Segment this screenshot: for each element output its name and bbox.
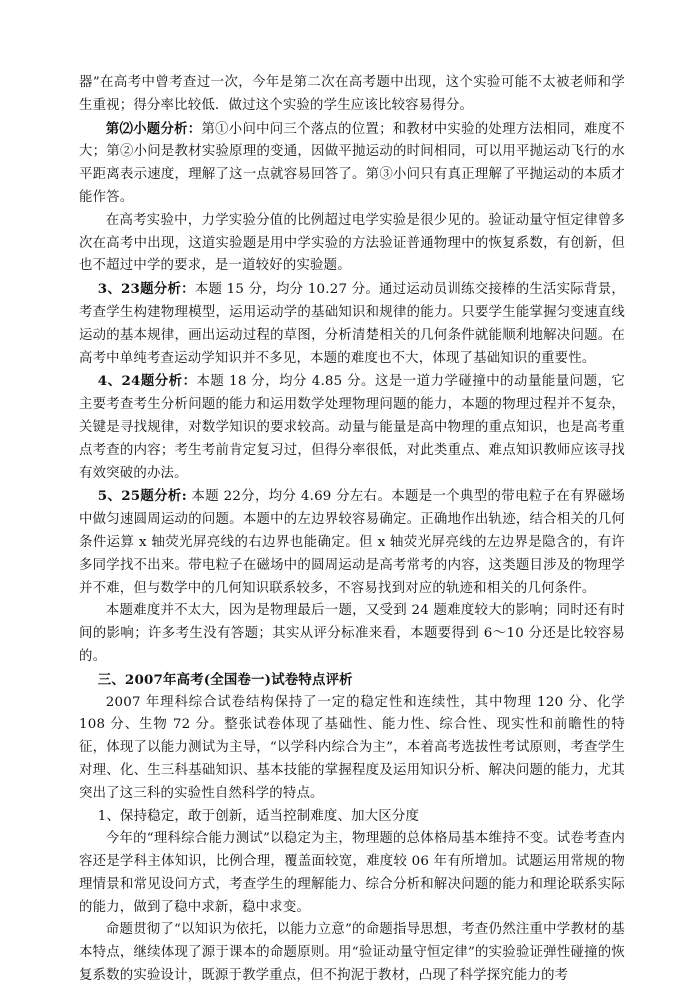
- paragraph-guiding-idea: 命题贯彻了“以知识为依托，以能力立意”的命题指导思想，考查仍然注重中学教材的基本特点，继续体现了源于课本的命题原则。用“验证动量守恒定律”的实验验证弹性碰撞的恢复系数的实验设计，既源于教学重点，但不拘泥于教材，凸现了科学探究能力的考: [79, 922, 625, 984]
- paragraph-experiment-summary: 在高考实验中，力学实验分值的比例超过电学实验是很少见的。验证动量守恒定律曾多次在高考中出现，这道实验题是用中学实验的方法验证普通物理中的恢复系数，有创新，但也不超过中学的要求，是一道较好的实验题。: [79, 212, 625, 274]
- paragraph-q25-difficulty: 本题难度并不太大，因为是物理最后一题，又受到 24 题难度较大的影响；同时还有时间的影响；许多考生没有答题；其实从评分标准来看，本题要得到 6～10 分还是比较容易的。: [79, 603, 625, 664]
- paragraph-stability: 今年的“理科综合能力测试”以稳定为主，物理题的总体格局基本维持不变。试卷考查内容还是学科主体知识，比例合理，覆盖面较宽，难度较 06 年有所增加。试题运用常规的物理情景和常见设问方式，考查学生的理解能力、综合分析和解决问题的能力和理论联系实际的能力，做到了稳中求新，稳中求变。: [79, 831, 625, 915]
- section-heading: 三、2007年高考(全国卷一)试卷特点评析: [97, 671, 353, 688]
- paragraph-q2-analysis: 第⑵小题分析：第①小问中问三个落点的位置；和教材中实验的处理方法相同，难度不大；第②小问是教材实验原理的变通，因做平抛运动的时间相同，可以用平抛运动飞行的水平距离表示速度，理解了这一点就容易回答了。第③小问只有真正理解了平抛运动的本质才能作答。: [79, 120, 625, 205]
- paragraph-lead: 5、25题分析:: [97, 488, 187, 505]
- document-page: [79, 72, 625, 988]
- paragraph-lead: 第⑵小题分析：: [105, 120, 202, 137]
- paragraph-lead: 3、23题分析：: [97, 281, 195, 298]
- paragraph-q23-analysis: 3、23题分析：本题 15 分，均分 10.27 分。通过运动员训练交接棒的生活实际背景，考查学生构建物理模型，运用运动学的基础知识和规律的能力。只要学生能掌握匀变速直线运动的基本规律，画出运动过程的草图，分析清楚相关的几何条件就能顺利地解决问题。在高考中单纯考查运动学知识并不多见，本题的难度也不大，体现了基础知识的重要性。: [79, 281, 625, 366]
- paragraph-q25-analysis: 5、25题分析: 本题 22分，均分 4.69 分左右。本题是一个典型的带电粒子在有界磁场中做匀速圆周运动的问题。本题中的左边界较容易确定。正确地作出轨迹，结合相关的几何条件运算 x 轴荧光屏亮线的右边界也能确定。但 x 轴荧光屏亮线的左边界是隐含的，有许多同学找不出来。带电粒子在磁场中的圆周运动是高考常考的内容，这类题目涉及的物理学并不难，但与数学中的几何知识联系较多，不容易找到对应的轨迹和相关的几何条件。: [79, 488, 625, 596]
- paragraph-continuation: 器”在高考中曾考查过一次，今年是第二次在高考题中出现，这个实验可能不太被老师和学生重视；得分率比较低．做过这个实验的学生应该比较容易得分。: [79, 75, 625, 113]
- paragraph-paper-structure: 2007 年理科综合试卷结构保持了一定的稳定性和连续性，其中物理 120 分、化学 108 分、生物 72 分。整张试卷体现了基础性、能力性、综合性、现实性和前瞻性的特征，体现了以能力测试为主导，“以学科内综合为主”，本着高考选拔性考试原则，考查学生对理、化、生三科基础知识、基本技能的掌握程度及运用知识分析、解决问题的能力，尤其突出了这三科的实验性自然科学的特点。: [79, 694, 625, 801]
- paragraph-q24-analysis: 4、24题分析：本题 18 分，均分 4.85 分。这是一道力学碰撞中的动量能量问题，它主要考查考生分析问题的能力和运用数学处理物理问题的能力，本题的物理过程并不复杂，关键是寻找规律，对数学知识的要求较高。动量与能量是高中物理的重点知识，也是高考重点考查的内容；考生考前肯定复习过，但得分率很低，对此类重点、难点知识教师应该寻找有效突破的办法。: [79, 373, 625, 481]
- subsection-heading: 1、保持稳定，敢于创新，适当控制难度、加大区分度: [97, 808, 420, 824]
- paragraph-lead: 4、24题分析：: [97, 373, 197, 390]
